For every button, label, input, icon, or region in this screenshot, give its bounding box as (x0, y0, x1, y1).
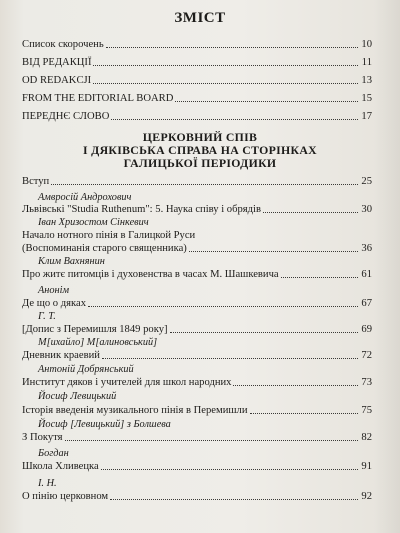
toc-entry-article: Де що о дяках 67 (22, 298, 372, 309)
toc-entry-article: О пінію церковном 92 (22, 491, 372, 502)
dot-leader (263, 212, 358, 213)
dot-leader (93, 65, 358, 66)
toc-entry-article: Львівські "Studia Ruthenum": 5. Наука співу і обрядів 30 (22, 204, 372, 215)
page-number: 25 (361, 176, 372, 187)
toc-entry-vid-redaktsii: ВІД РЕДАКЦІЇ 11 (22, 57, 372, 68)
article-author: Йосиф [Левицький] з Болшева (38, 419, 171, 430)
toc-entry-article: Институт дяков і учителей для школ народних 73 (22, 377, 372, 388)
page-number: 67 (361, 298, 372, 309)
toc-entry-article: [Допис з Перемишля 1849 року] 69 (22, 324, 372, 335)
dot-leader (170, 332, 358, 333)
dot-leader (51, 184, 358, 185)
page-number: 10 (361, 39, 372, 50)
toc-entry-article: Дневник краевий 72 (22, 350, 372, 361)
section-heading-line-3: ГАЛИЦЬКОЇ ПЕРІОДИКИ (123, 156, 277, 170)
page-number: 30 (361, 204, 372, 215)
page-number: 13 (361, 75, 372, 86)
dot-leader (106, 47, 358, 48)
page-number: 15 (361, 93, 372, 104)
section-heading-line-1: ЦЕРКОВНИЙ СПІВ (142, 130, 258, 144)
dot-leader (65, 440, 358, 441)
toc-entry-intro: Вступ 25 (22, 176, 372, 187)
page-number: 91 (361, 461, 372, 472)
article-author: Антоній Добрянський (38, 364, 134, 375)
article-author: Г. Т. (38, 311, 56, 322)
toc-entry-article: (Воспоминанія старого священника) 36 (22, 243, 372, 254)
article-author: І. Н. (38, 478, 57, 489)
article-author: Анонім (38, 285, 70, 296)
page-number: 17 (361, 111, 372, 122)
dot-leader (101, 469, 358, 470)
page-number: 82 (361, 432, 372, 443)
page-number: 11 (361, 57, 372, 68)
toc-entry-article: З Покутя 82 (22, 432, 372, 443)
dot-leader (189, 251, 358, 252)
section-heading-line-2: І ДЯКІВСЬКА СПРАВА НА СТОРІНКАХ (83, 143, 317, 157)
article-author: Клим Вахнянин (38, 256, 105, 267)
dot-leader (233, 385, 358, 386)
toc-entry-article: Школа Хливецка 91 (22, 461, 372, 472)
dot-leader (110, 499, 358, 500)
page-number: 36 (361, 243, 372, 254)
dot-leader (102, 358, 358, 359)
article-author: Богдан (38, 448, 69, 459)
toc-entry-abbreviations: Список скорочень 10 (22, 39, 372, 50)
article-title-line: Начало нотного пінія в Галицкой Руси (22, 230, 196, 241)
dot-leader (281, 277, 358, 278)
page-number: 61 (361, 269, 372, 280)
article-author: Амвросій Андрохович (38, 192, 132, 203)
toc-entry-article: Історія введенія музикального пінія в Перемишли 75 (22, 405, 372, 416)
article-author: М[ихайло] М[алиновський] (38, 337, 158, 348)
page-number: 73 (361, 377, 372, 388)
dot-leader (93, 83, 358, 84)
toc-entry-article: Про житє питомців і духовенства в часах М. Шашкевича 61 (22, 269, 372, 280)
page-edge-shadow (374, 0, 400, 533)
page-number: 75 (361, 405, 372, 416)
dot-leader (250, 413, 359, 414)
page-number: 69 (361, 324, 372, 335)
article-author: Йосиф Левицький (38, 391, 117, 402)
toc-entry-editorial-board: FROM THE EDITORIAL BOARD 15 (22, 93, 372, 104)
article-author: Іван Хризостом Сінкевич (38, 217, 149, 228)
toc-entry-peredne-slovo: ПЕРЕДНЄ СЛОВО 17 (22, 111, 372, 122)
dot-leader (175, 101, 358, 102)
toc-title: ЗМІСТ (174, 10, 226, 26)
dot-leader (111, 119, 358, 120)
dot-leader (88, 306, 358, 307)
page-number: 72 (361, 350, 372, 361)
page-number: 92 (361, 491, 372, 502)
toc-entry-od-redakcji: OD REDAKCJI 13 (22, 75, 372, 86)
